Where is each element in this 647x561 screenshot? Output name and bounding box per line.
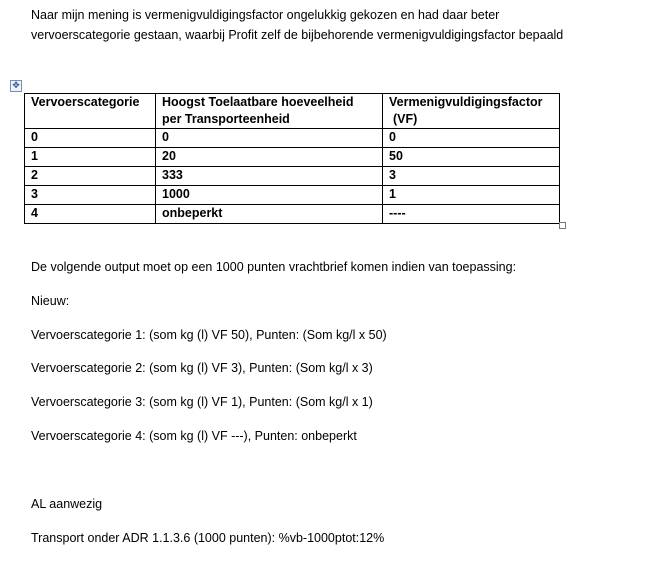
cell-category: 3 — [25, 186, 156, 205]
cell-factor: 3 — [383, 167, 560, 186]
intro-paragraph — [31, 5, 563, 45]
cell-quantity: 0 — [156, 129, 383, 148]
header-vermenigvuldigingsfactor: Vermenigvuldigingsfactor (VF) — [383, 94, 560, 129]
table-header-row — [25, 94, 560, 129]
cell-category: 0 — [25, 129, 156, 148]
cell-factor: ---- — [383, 205, 560, 224]
cell-factor: 50 — [383, 148, 560, 167]
table-resize-handle[interactable] — [559, 222, 566, 229]
nieuw-paragraph: Nieuw: — [31, 294, 70, 308]
cell-quantity: 333 — [156, 167, 383, 186]
header-hoogst-toelaatbare: Hoogst Toelaatbare hoeveelheid per Transporteenheid — [156, 94, 383, 129]
cell-quantity: 1000 — [156, 186, 383, 205]
al-aanwezig-paragraph: AL aanwezig — [31, 497, 103, 511]
cell-quantity: onbeperkt — [156, 205, 383, 224]
vervoerscategorie-3-line: Vervoerscategorie 3: (som kg (l) VF 1), Punten: (Som kg/l x 1) — [31, 395, 373, 409]
cell-category: 1 — [25, 148, 156, 167]
cell-factor: 1 — [383, 186, 560, 205]
table-row — [25, 205, 560, 224]
vervoerscategorie-table — [24, 93, 560, 224]
table-row — [25, 186, 560, 205]
intro-line-2: vervoerscategorie gestaan, waarbij Profit zelf de bijbehorende vermenigvuldigingsfactor bepaald — [31, 28, 564, 42]
vervoerscategorie-2-line: Vervoerscategorie 2: (som kg (l) VF 3), Punten: (Som kg/l x 3) — [31, 361, 373, 375]
adr-transport-paragraph: Transport onder ADR 1.1.3.6 (1000 punten): %vb-1000ptot:12% — [31, 531, 385, 545]
vervoerscategorie-1-line: Vervoerscategorie 1: (som kg (l) VF 50), Punten: (Som kg/l x 50) — [31, 328, 387, 342]
header-vervoerscategorie: Vervoerscategorie — [25, 94, 156, 129]
table-row — [25, 129, 560, 148]
cell-quantity: 20 — [156, 148, 383, 167]
vervoerscategorie-4-line: Vervoerscategorie 4: (som kg (l) VF ---), Punten: onbeperkt — [31, 429, 357, 443]
intro-line-1: Naar mijn mening is vermenigvuldigingsfactor ongelukkig gekozen en had daar beter — [31, 8, 500, 22]
table-move-handle-icon[interactable]: ✥ — [10, 80, 22, 92]
cell-category: 4 — [25, 205, 156, 224]
output-intro-paragraph: De volgende output moet op een 1000 punten vrachtbrief komen indien van toepassing: — [31, 260, 517, 274]
table-row — [25, 148, 560, 167]
cell-factor: 0 — [383, 129, 560, 148]
table-row — [25, 167, 560, 186]
cell-category: 2 — [25, 167, 156, 186]
